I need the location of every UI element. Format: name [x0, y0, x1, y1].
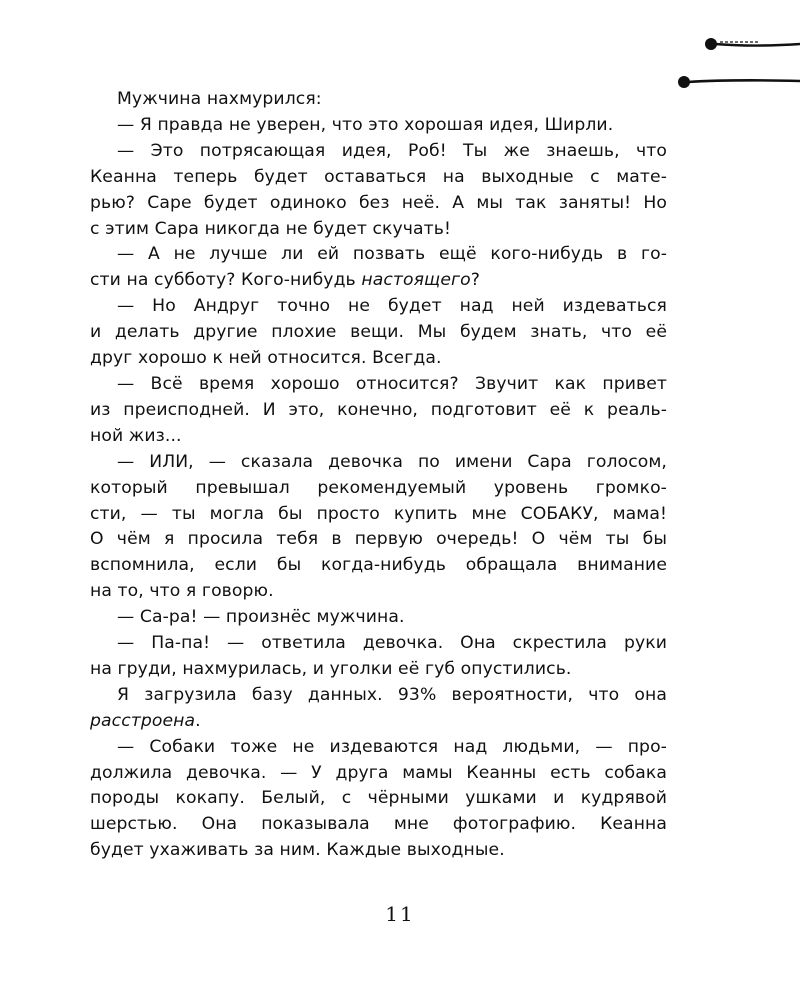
- text-line: [90, 268, 667, 294]
- text-line: — Я правда не уверен, что это хорошая идея, Ширли.: [117, 114, 614, 135]
- text-line: Я загрузила базу данных. 93% вероятности, что она: [117, 684, 667, 705]
- text-line: ной жиз...: [90, 425, 182, 446]
- text-line: вспомнила, если бы когда-нибудь обращала внимание: [90, 555, 667, 576]
- text-line: будет ухаживать за ним. Каждые выходные.: [90, 840, 505, 861]
- text-line: — Это потрясающая идея, Роб! Ты же знаешь, что: [117, 140, 667, 161]
- italic-text: настоящего: [361, 270, 471, 291]
- text-line: породы кокапу. Белый, с чёрными ушками и кудрявой: [90, 788, 667, 809]
- text-line: с этим Сара никогда не будет скучать!: [90, 218, 452, 239]
- italic-text: расстроена: [90, 710, 196, 731]
- text-segment: ?: [470, 270, 480, 291]
- text-line: шерстью. Она показывала мне фотографию. Кеанна: [90, 814, 667, 835]
- text-line: из преисподней. И это, конечно, подготовит её к реаль-: [90, 399, 667, 420]
- text-line: сти, — ты могла бы просто купить мне СОБАКУ, мама!: [90, 503, 667, 524]
- text-line: Мужчина нахмурился:: [117, 89, 322, 109]
- text-line: — А не лучше ли ей позвать ещё кого-нибудь в го-: [117, 244, 667, 265]
- text-line: на то, что я говорю.: [90, 581, 274, 602]
- text-line: — Собаки тоже не издеваются над людьми, — про-: [117, 736, 667, 757]
- text-line: на груди, нахмурилась, и уголки её губ опустились.: [90, 658, 572, 679]
- text-segment: сти на субботу? Кого-нибудь: [90, 270, 362, 291]
- text-line: Кеанна теперь будет оставаться на выходные с мате-: [90, 166, 667, 187]
- body-text: [90, 87, 667, 864]
- text-line: — Па-па! — ответила девочка. Она скрестила руки: [117, 633, 667, 654]
- text-line: который превышал рекомендуемый уровень громко-: [90, 477, 667, 498]
- text-segment: .: [195, 710, 201, 731]
- page-number: 11: [385, 902, 415, 926]
- text-line: — Но Андруг точно не будет над ней издеваться: [117, 296, 667, 317]
- text-line: и делать другие плохие вещи. Мы будем знать, что её: [90, 322, 667, 343]
- text-line: друг хорошо к ней относится. Всегда.: [90, 348, 442, 369]
- text-line: — Са-ра! — произнёс мужчина.: [117, 607, 405, 628]
- upper-dot-line: [705, 38, 800, 50]
- text-line: должила девочка. — У друга мамы Кеанны есть собака: [90, 762, 667, 783]
- lower-dot-line: [678, 76, 800, 88]
- text-line: — ИЛИ, — сказала девочка по имени Сара голосом,: [117, 451, 667, 472]
- text-line: — Всё время хорошо относится? Звучит как привет: [117, 373, 667, 394]
- text-line: рью? Саре будет одиноко без неё. А мы так заняты! Но: [90, 192, 667, 213]
- text-line: [90, 709, 667, 735]
- text-line: О чём я просила тебя в первую очередь! О чём ты бы: [90, 529, 667, 550]
